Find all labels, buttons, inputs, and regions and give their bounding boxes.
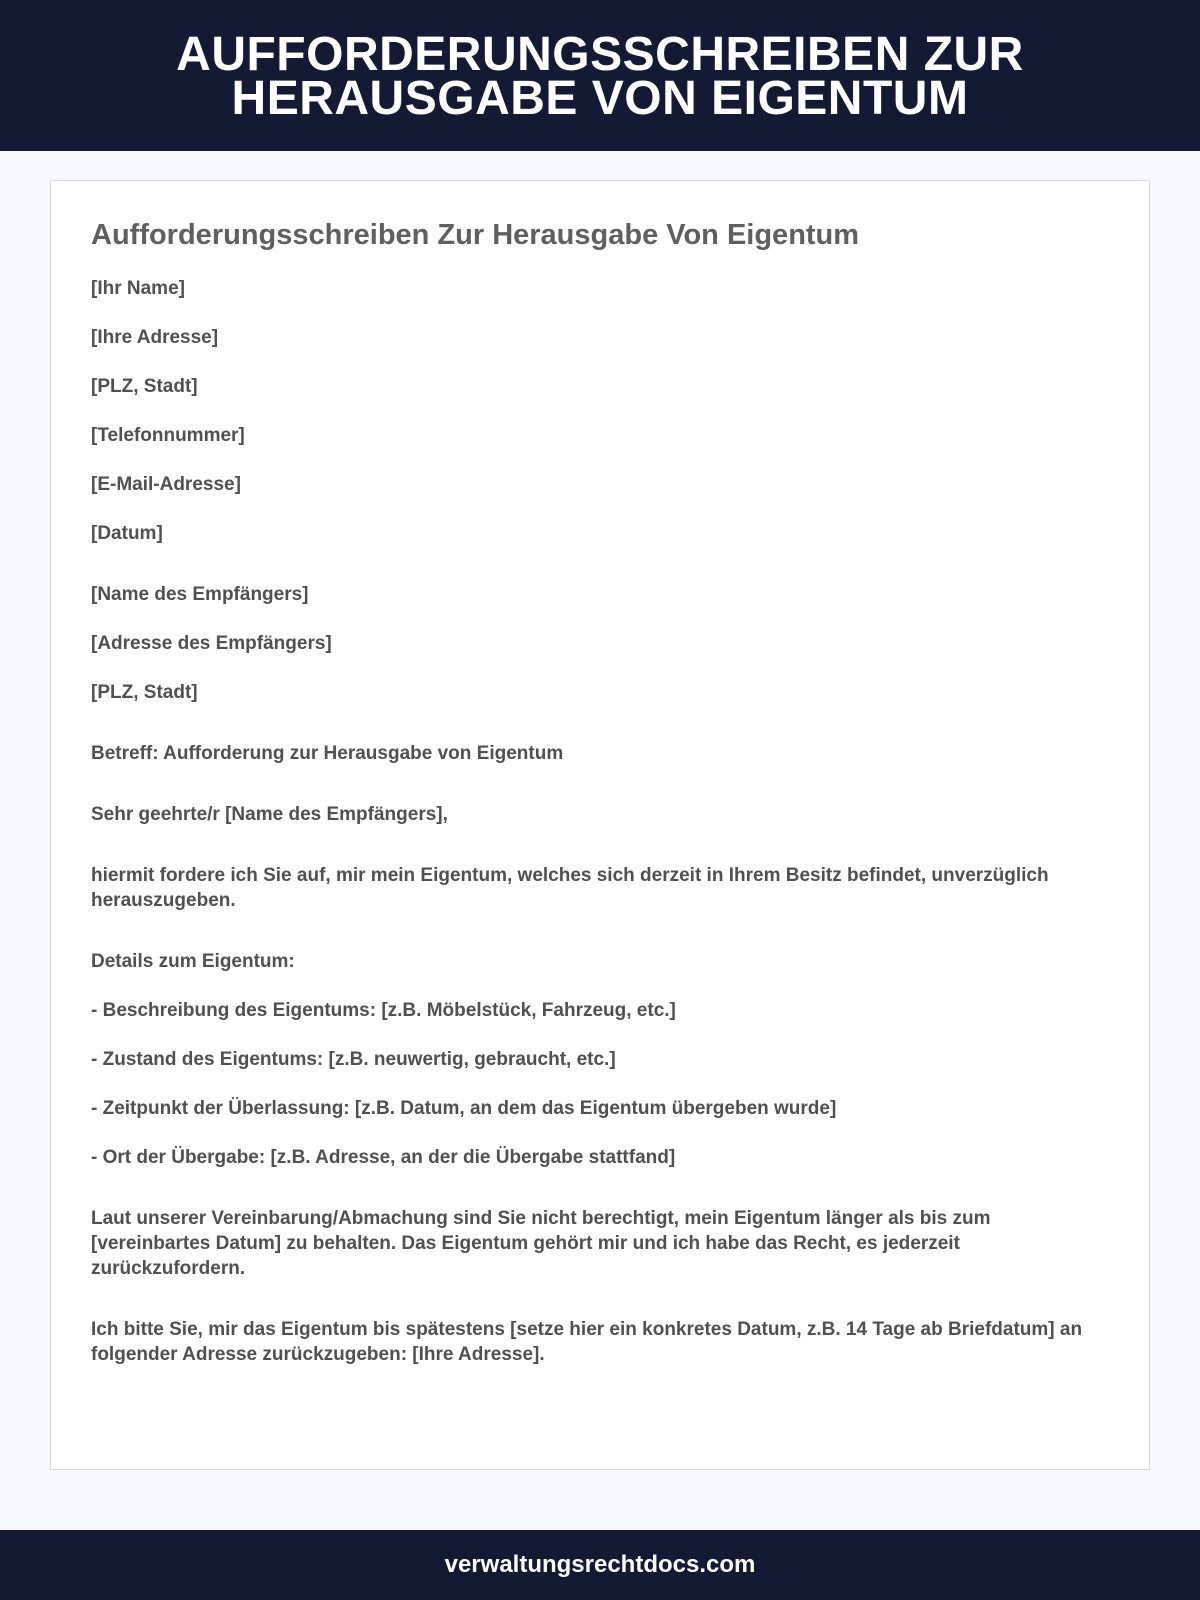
letter-date: [Datum] xyxy=(91,523,163,544)
sender-city: [PLZ, Stadt] xyxy=(91,376,198,397)
detail-item-condition: - Zustand des Eigentums: [z.B. neuwertig, gebraucht, etc.] xyxy=(91,1049,616,1070)
footer-site-name: verwaltungsrechtdocs.com xyxy=(444,1551,756,1578)
details-heading: Details zum Eigentum: xyxy=(91,951,295,972)
detail-item-handover-place: - Ort der Übergabe: [z.B. Adresse, an der die Übergabe stattfand] xyxy=(91,1147,676,1168)
page-footer xyxy=(0,1530,1200,1600)
document-card xyxy=(50,180,1150,1470)
intro-paragraph: hiermit fordere ich Sie auf, mir mein Eigentum, welches sich derzeit in Ihrem Besitz befindet, unverzüglich herauszugeben. xyxy=(91,865,1049,911)
sender-name: [Ihr Name] xyxy=(91,278,185,299)
request-paragraph: Ich bitte Sie, mir das Eigentum bis spätestens [setze hier ein konkretes Datum, z.B. 14 Tage ab Briefdatum] an folgender Adresse zurückzugeben: [Ihre Adresse]. xyxy=(91,1319,1083,1365)
sender-email: [E-Mail-Adresse] xyxy=(91,474,241,495)
detail-item-description: - Beschreibung des Eigentums: [z.B. Möbelstück, Fahrzeug, etc.] xyxy=(91,1000,676,1021)
page-title xyxy=(176,27,1024,125)
document-title: Aufforderungsschreiben Zur Herausgabe Von Eigentum xyxy=(91,219,860,251)
recipient-city: [PLZ, Stadt] xyxy=(91,682,198,703)
page-title-line-2: HERAUSGABE VON EIGENTUM xyxy=(231,71,969,125)
page-title-line-1: AUFFORDERUNGSSCHREIBEN ZUR xyxy=(176,27,1024,81)
page-header xyxy=(0,0,1200,151)
agreement-paragraph: Laut unserer Vereinbarung/Abmachung sind Sie nicht berechtigt, mein Eigentum länger als bis zum [vereinbartes Datum] zu behalten. Das Eigentum gehört mir und ich habe das Recht, es jederzeit zurückzufordern. xyxy=(91,1208,991,1279)
recipient-name: [Name des Empfängers] xyxy=(91,584,309,605)
salutation: Sehr geehrte/r [Name des Empfängers], xyxy=(91,804,448,825)
recipient-address: [Adresse des Empfängers] xyxy=(91,633,332,654)
sender-address: [Ihre Adresse] xyxy=(91,327,219,348)
sender-phone: [Telefonnummer] xyxy=(91,425,245,446)
detail-item-handover-date: - Zeitpunkt der Überlassung: [z.B. Datum, an dem das Eigentum übergeben wurde] xyxy=(91,1098,837,1119)
subject-line: Betreff: Aufforderung zur Herausgabe von Eigentum xyxy=(91,743,564,764)
